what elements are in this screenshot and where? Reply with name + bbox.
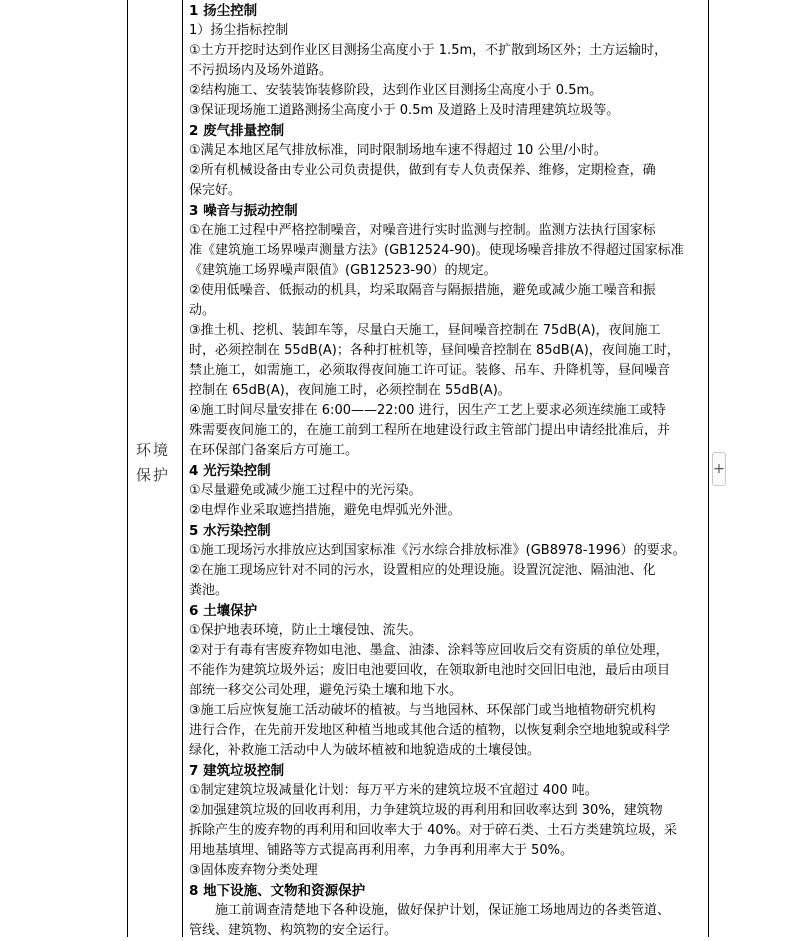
text-line: ②结构施工、安装装饰装修阶段，达到作业区目测扬尘高度小于 0.5m。 [189, 83, 603, 98]
section-heading: 1 扬尘控制 [189, 3, 258, 19]
text-line: 殊需要夜间施工的，在施工前到工程所在地建设行政主管部门提出申请经批准后，并 [189, 423, 671, 438]
text-line: 管线、建筑物、构筑物的安全运行。 [189, 923, 398, 938]
text-line: ①施工现场污水排放应达到国家标准《污水综合排放标准》(GB8978-1996）的要求。 [189, 543, 686, 558]
text-line: 1）扬尘指标控制 [189, 23, 289, 38]
text-line: ②对于有毒有害废弃物如电池、墨盒、油漆、涂料等应回收后交有资质的单位处理， [189, 643, 669, 658]
section-heading: 7 建筑垃圾控制 [189, 763, 285, 779]
text-line: ②电焊作业采取遮挡措施，避免电焊弧光外泄。 [189, 503, 461, 518]
text-line: 准《建筑施工场界噪声测量方法》(GB12524-90)。使现场噪音排放不得超过国家标准 [189, 243, 684, 258]
text-line: 《建筑施工场界噪声限值》(GB12523-90）的规定。 [189, 263, 497, 278]
text-line: 时，必须控制在 55dB(A)；各种打桩机等，昼间噪音控制在 85dB(A)，夜间施工时， [189, 343, 680, 358]
text-line: 绿化，补救施工活动中人为破坏植被和地貌造成的土壤侵蚀。 [189, 743, 541, 758]
text-line: 保完好。 [189, 183, 242, 198]
add-button[interactable]: + [712, 452, 726, 486]
section-heading: 4 光污染控制 [189, 463, 271, 479]
document-table [127, 0, 709, 937]
text-line: ①在施工过程中严格控制噪音，对噪音进行实时监测与控制。监测方法执行国家标 [189, 223, 656, 238]
text-line: ③推土机、挖机、装卸车等，尽量白天施工，昼间噪音控制在 75dB(A)，夜间施工 [189, 323, 661, 338]
section-label-cell [128, 0, 183, 937]
text-line: ②加强建筑垃圾的回收再利用，力争建筑垃圾的再利用和回收率达到 30%，建筑物 [189, 803, 663, 818]
content-cell [189, 1, 705, 941]
section-heading: 8 地下设施、文物和资源保护 [189, 883, 366, 899]
text-line: ④施工时间尽量安排在 6:00——22:00 进行，因生产工艺上要求必须连续施工或特 [189, 403, 666, 418]
text-line: 施工前调查清楚地下各种设施，做好保护计划，保证施工场地周边的各类管道、 [215, 903, 671, 918]
text-line: ②在施工现场应针对不同的污水，设置相应的处理设施。设置沉淀池、隔油池、化 [189, 563, 656, 578]
text-line: ①尽量避免或减少施工过程中的光污染。 [189, 483, 422, 498]
section-heading: 5 水污染控制 [189, 523, 271, 539]
text-line: 动。 [189, 303, 216, 318]
text-line: ③施工后应恢复施工活动破坏的植被。与当地园林、环保部门或当地植物研究机构 [189, 703, 656, 718]
text-line: 粪池。 [189, 583, 229, 598]
section-heading: 2 废气排量控制 [189, 123, 285, 139]
text-line: ②所有机械设备由专业公司负责提供，做到有专人负责保养、维修，定期检查，确 [189, 163, 656, 178]
text-line: 不能作为建筑垃圾外运；废旧电池要回收，在领取新电池时交回旧电池，最后由项目 [189, 663, 671, 678]
text-line: 用地基填埋、铺路等方式提高再利用率，力争再利用率大于 50%。 [189, 843, 574, 858]
text-line: 部统一移交公司处理，避免污染土壤和地下水。 [189, 683, 463, 698]
section-heading: 3 噪音与振动控制 [189, 203, 298, 219]
text-line: ①土方开挖时达到作业区目测扬尘高度小于 1.5m，不扩散到场区外；土方运输时， [189, 43, 668, 58]
section-label [136, 438, 176, 488]
text-line: ①制定建筑垃圾减量化计划：每万平方米的建筑垃圾不宜超过 400 吨。 [189, 783, 598, 798]
section-label-line-2: 保护 [136, 466, 171, 484]
text-line: 不污损场内及场外道路。 [189, 63, 333, 78]
text-line: ③保证现场施工道路测扬尘高度小于 0.5m 及道路上及时清理建筑垃圾等。 [189, 103, 620, 118]
text-line: ②使用低噪音、低振动的机具，均采取隔音与隔振措施，避免或减少施工噪音和振 [189, 283, 656, 298]
text-line: ①保护地表环境，防止土壤侵蚀、流失。 [189, 623, 422, 638]
section-label-line-1: 环境 [136, 441, 171, 459]
text-line: ③固体废弃物分类处理 [189, 863, 318, 878]
text-line: 进行合作，在先前开发地区种植当地或其他合适的植物，以恢复剩余空地地貌或科学 [189, 723, 671, 738]
text-line: 在环保部门备案后方可施工。 [189, 443, 359, 458]
text-line: 拆除产生的废弃物的再利用和回收率大于 40%。对于碎石类、土石方类建筑垃圾，采 [189, 823, 678, 838]
text-line: 禁止施工，如需施工，必须取得夜间施工许可证。装修、吊车、升降机等，昼间噪音 [189, 363, 671, 378]
text-line: 控制在 65dB(A)，夜间施工时，必须控制在 55dB(A)。 [189, 383, 511, 398]
text-line: ①满足本地区尾气排放标准，同时限制场地车速不得超过 10 公里/小时。 [189, 143, 607, 158]
section-heading: 6 土壤保护 [189, 603, 258, 619]
